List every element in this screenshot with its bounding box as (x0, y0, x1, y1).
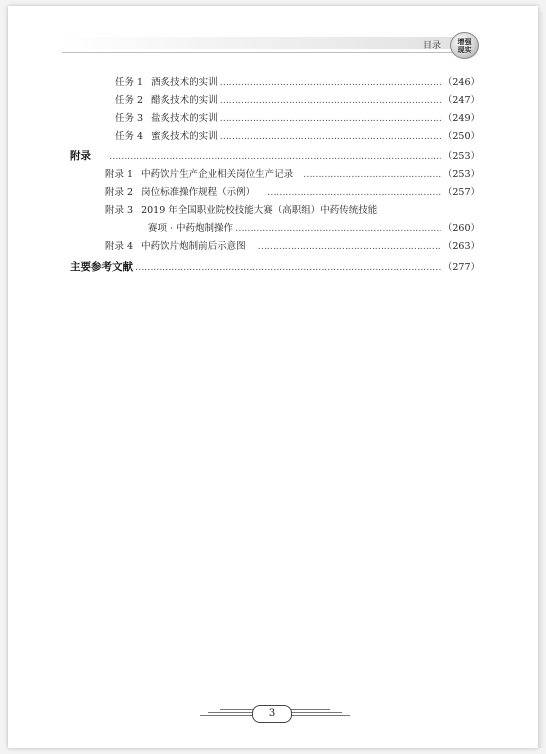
toc-leader (220, 113, 441, 125)
toc-leader (220, 95, 441, 107)
toc-appendix-4[interactable] (105, 241, 480, 253)
header-bar (62, 37, 457, 49)
toc-page: （277） (442, 262, 480, 273)
toc-appendix-3-cont[interactable] (148, 223, 480, 235)
toc-number: 任务 1 (115, 77, 144, 88)
toc-page: （257） (442, 187, 480, 198)
toc-number: 附录 4 (105, 241, 134, 252)
toc-task-3[interactable] (115, 113, 480, 125)
toc-task-2[interactable] (115, 95, 480, 107)
toc-heading-title: 附录 (70, 150, 91, 162)
toc-task-1[interactable] (115, 77, 480, 89)
toc-appendix-2[interactable] (105, 187, 480, 199)
toc-title: 中药饮片炮制前后示意图 (141, 241, 246, 252)
toc-page: （250） (442, 131, 480, 142)
page-shadow (538, 12, 544, 748)
toc-number: 附录 2 (105, 187, 134, 198)
toc-leader (303, 169, 441, 181)
toc-appendix-heading[interactable] (70, 150, 480, 163)
toc-title: 岗位标准操作规程（示例） (141, 187, 256, 198)
toc-title-continued: 赛项 · 中药炮制操作 (148, 223, 234, 234)
toc-page: （253） (442, 169, 480, 180)
toc-leader (135, 262, 441, 274)
header-divider (62, 52, 462, 53)
toc-leader (220, 131, 441, 143)
toc-page: （249） (442, 113, 480, 124)
ar-badge-icon (450, 32, 479, 59)
toc-number: 附录 3 (105, 205, 134, 216)
toc-title: 中药饮片生产企业相关岗位生产记录 (141, 169, 294, 180)
footer-ornament-right (290, 709, 350, 719)
toc-references[interactable] (70, 261, 480, 274)
toc-page: （260） (442, 223, 480, 234)
toc-number: 任务 2 (115, 95, 144, 106)
footer-ornament-left (200, 709, 260, 719)
toc-page: （263） (442, 241, 480, 252)
toc-appendix-1[interactable] (105, 169, 480, 181)
toc-page: （247） (442, 95, 480, 106)
toc-number: 任务 4 (115, 131, 144, 142)
toc-number: 任务 3 (115, 113, 144, 124)
toc-leader (235, 223, 441, 235)
toc-leader (220, 77, 441, 89)
toc-appendix-3[interactable] (105, 205, 480, 217)
toc-title: 蜜炙技术的实训 (151, 131, 218, 142)
toc-heading-title: 主要参考文献 (70, 261, 133, 273)
toc-page: （246） (442, 77, 480, 88)
toc-title: 盐炙技术的实训 (151, 113, 218, 124)
toc-leader (267, 187, 441, 199)
badge-text: 增强 现实 (457, 37, 472, 54)
toc-title: 醋炙技术的实训 (151, 95, 218, 106)
toc-title: 2019 年全国职业院校技能大赛（高职组）中药传统技能 (141, 205, 378, 216)
page-number: 3 (252, 705, 292, 723)
toc-page: （253） (442, 151, 480, 162)
toc-task-4[interactable] (115, 131, 480, 143)
toc-leader (258, 241, 441, 253)
toc-title: 酒炙技术的实训 (151, 77, 218, 88)
header-section-title: 目录 (423, 41, 442, 51)
toc-number: 附录 1 (105, 169, 134, 180)
toc-leader (109, 151, 441, 163)
